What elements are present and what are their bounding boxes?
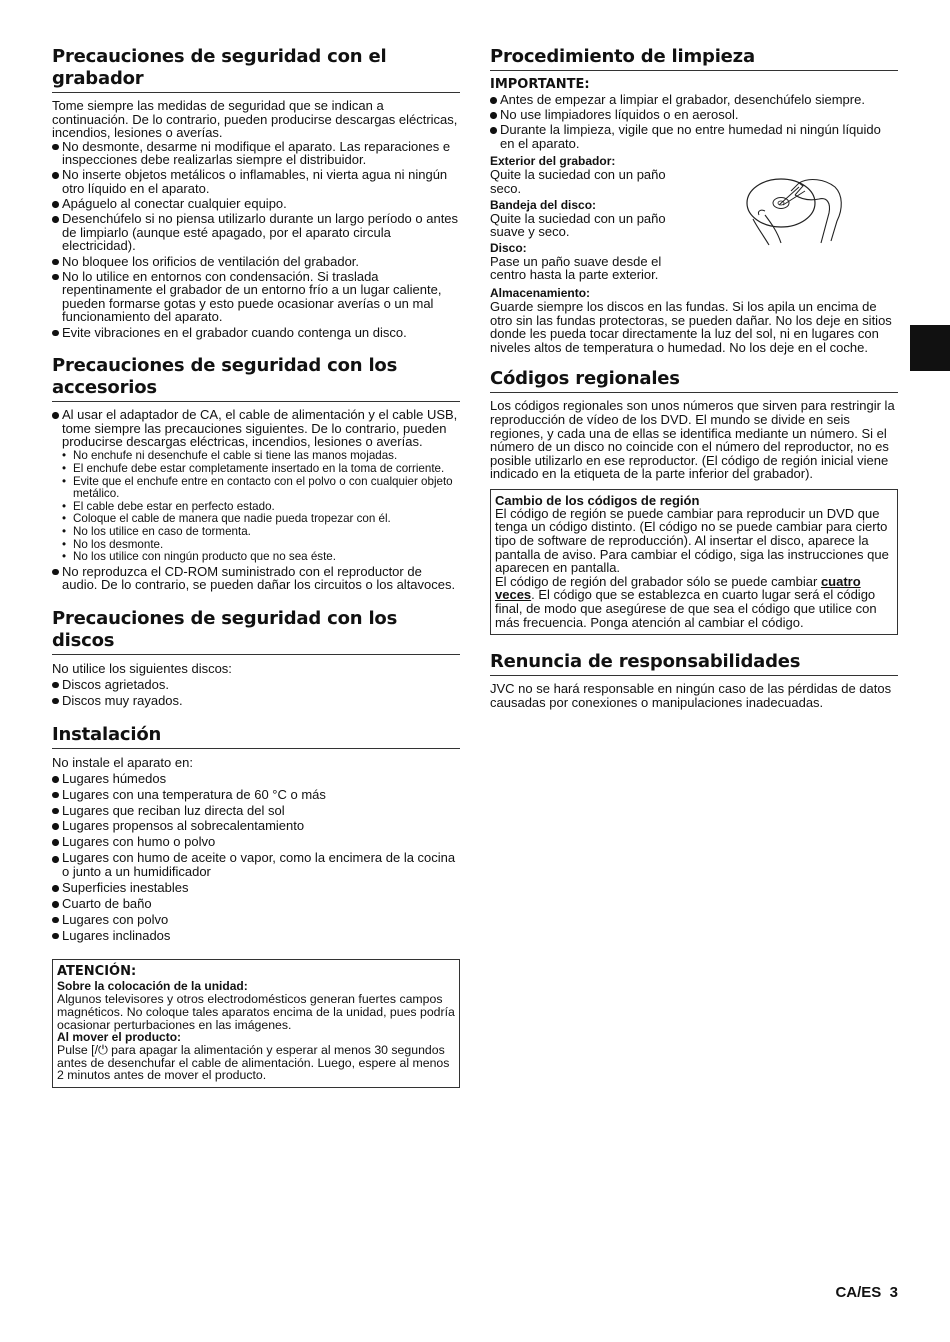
section-title: Procedimiento de limpieza (490, 46, 898, 71)
list-item: No use limpiadores líquidos o en aerosol. (490, 108, 898, 122)
bullet-list (490, 93, 898, 150)
list-item: Lugares con humo o polvo (52, 834, 460, 850)
list-item: Discos muy rayados. (52, 693, 460, 709)
list-item: No bloquee los orificios de ventilación del grabador. (52, 255, 460, 269)
section-title: Precauciones de seguridad con el grabador (52, 46, 460, 93)
section-recorder-safety (52, 46, 460, 339)
list-item: Lugares que reciban luz directa del sol (52, 803, 460, 819)
disc-cleaning-icon (739, 169, 849, 249)
left-column (52, 46, 460, 1088)
section-title: Precauciones de seguridad con los accesorios (52, 355, 460, 402)
sub-item: • El enchufe debe estar completamente insertado en la toma de corriente. (62, 463, 460, 476)
section-installation (52, 724, 460, 943)
sub-list (52, 450, 460, 563)
attention-label-moving: Al mover el producto: (57, 1030, 182, 1045)
disclaimer-text: JVC no se hará responsable en ningún caso de las pérdidas de datos causadas por conexiones o manipulaciones inadecuadas. (490, 681, 892, 710)
list-item: Desenchúfelo si no piensa utilizarlo durante un largo período o antes de limpiarlo (aunque esté apagado, por el aparato circula electricidad). (52, 212, 460, 253)
regions-text: Los códigos regionales son unos números que sirven para restringir la reproducción de vídeo de los DVD. El mundo se divide en seis regiones, y cada una de ellas se identifica mediante un número. Si el número de un disco no coincide con el número del reproductor, no es posible utilizarlo en ese reproductor. (El código de región inicial viene indicado en la etiqueta de la parte inferior del grabador). (490, 398, 895, 482)
right-column (490, 46, 898, 725)
attention-text-placement: Algunos televisores y otros electrodomésticos generan fuertes campos magnéticos. No coloque tales aparatos encima de la unidad, pues podría ocasionar perturbaciones en las imágenes. (57, 992, 455, 1032)
exterior-text: Quite la suciedad con un paño seco. (490, 167, 666, 196)
list-item: Superficies inestables (52, 880, 460, 896)
list-item: Durante la limpieza, vigile que no entre humedad ni ningún líquido en el aparato. (490, 123, 898, 150)
list-item: Lugares inclinados (52, 928, 460, 944)
cleaning-text (490, 155, 690, 282)
section-region-codes (490, 368, 898, 635)
sub-item: • Evite que el enchufe entre en contacto con el polvo o con cualquier objeto metálico. (62, 476, 460, 501)
list-item: Antes de empezar a limpiar el grabador, desenchúfelo siempre. (490, 93, 898, 107)
region-change-box (490, 489, 898, 635)
section-disclaimer (490, 651, 898, 709)
section-title: Códigos regionales (490, 368, 898, 393)
list-item: Lugares con polvo (52, 912, 460, 928)
disc-label: Disco: (490, 240, 527, 255)
language-thumb-tab (910, 325, 950, 371)
sub-item: • No los desmonte. (62, 539, 460, 552)
attention-label-placement: Sobre la colocación de la unidad: (57, 979, 248, 994)
box-text-limit (495, 575, 893, 629)
item-text: Al usar el adaptador de CA, el cable de alimentación y el cable USB, tome siempre las precauciones siguientes. De lo contrario, pueden producirse descargas eléctricas, incendios, lesiones o averías. (62, 407, 458, 450)
bullet-list (52, 140, 460, 339)
list-item: Evite vibraciones en el grabador cuando contenga un disco. (52, 326, 460, 340)
intro-text: Tome siempre las medidas de seguridad que se indican a continuación. De lo contrario, pueden producirse descargas eléctricas, incendios, lesiones o averías. (52, 98, 458, 141)
list-item: No lo utilice en entornos con condensación. Si traslada repentinamente el grabador de un entorno frío a un lugar caliente, pueden formarse gotas y esto puede ocasionar averías o un mal funcionamiento del aparato. (52, 270, 460, 324)
important-label: IMPORTANTE: (490, 77, 590, 92)
list-item: Lugares con una temperatura de 60 °C o más (52, 787, 460, 803)
tray-label: Bandeja del disco: (490, 197, 597, 212)
section-disc-safety (52, 608, 460, 708)
section-title: Renuncia de responsabilidades (490, 651, 898, 676)
page-number: CA/ES 3 (835, 1284, 898, 1301)
box-text-limit-a: El código de región del grabador sólo se puede cambiar (495, 573, 821, 589)
storage-label: Almacenamiento: (490, 285, 591, 300)
attention-title: ATENCIÓN: (57, 964, 137, 980)
list-item: No desmonte, desarme ni modifique el aparato. Las reparaciones e inspecciones debe realizarlas siempre el distribuidor. (52, 140, 460, 167)
tray-text: Quite la suciedad con un paño suave y seco. (490, 210, 666, 240)
bullet-list (52, 565, 460, 592)
attention-box (52, 959, 460, 1088)
list-item: Lugares húmedos (52, 771, 460, 787)
disc-text: Pase un paño suave desde el centro hasta la parte exterior. (490, 253, 662, 283)
section-title: Precauciones de seguridad con los discos (52, 608, 460, 655)
attention-text-moving: Pulse [/⏻ para apagar la alimentación y esperar al menos 30 segundos antes de desenchufar el cable de alimentación. Luego, espere al menos 2 minutos antes de mover el producto. (57, 1043, 450, 1083)
intro-text: No instale el aparato en: (52, 755, 193, 771)
cleaning-details (490, 155, 898, 282)
sub-item: • No enchufe ni desenchufe el cable si tiene las manos mojadas. (62, 450, 460, 463)
sub-item: • No los utilice en caso de tormenta. (62, 526, 460, 539)
list-item: Cuarto de baño (52, 896, 460, 912)
list-item (52, 408, 460, 449)
box-text: El código de región se puede cambiar para reproducir un DVD que tenga un código distinto. (El código no se puede cambiar para cierto tipo de software de reproducción). Al insertar el disco, aparece la pantalla de aviso. Para cambiar el código, siga las instrucciones que aparecen en pantalla. (495, 505, 889, 576)
exterior-label: Exterior del grabador: (490, 154, 616, 169)
sub-item: • Coloque el cable de manera que nadie pueda tropezar con él. (62, 513, 460, 526)
list-item: No inserte objetos metálicos o inflamables, ni vierta agua ni ningún otro líquido en el aparato. (52, 168, 460, 195)
list-item: Lugares con humo de aceite o vapor, como la encimera de la cocina o junto a un humidificador (52, 851, 460, 878)
section-cleaning (490, 46, 898, 354)
section-accessories-safety (52, 355, 460, 592)
sub-item: • No los utilice con ningún producto que no sea éste. (62, 551, 460, 564)
section-title: Instalación (52, 724, 460, 749)
four-times-emphasis: cuatro veces (495, 573, 861, 603)
storage-text: Guarde siempre los discos en las fundas. Si los apila un encima de otro sin las fundas protectoras, se pueden dañar. No los deje en sitios donde les pueda tocar directamente la luz del sol, ni en lugares con niveles altos de temperatura o humedad. No los deje en el coche. (490, 298, 892, 355)
bullet-list (52, 677, 460, 709)
disc-cleaning-illustration (690, 155, 898, 282)
bullet-list (52, 408, 460, 449)
list-item: Discos agrietados. (52, 677, 460, 693)
list-item: Apáguelo al conectar cualquier equipo. (52, 197, 460, 211)
intro-text: No utilice los siguientes discos: (52, 660, 232, 676)
list-item: No reproduzca el CD-ROM suministrado con el reproductor de audio. De lo contrario, se pueden dañar los circuitos o los altavoces. (52, 565, 460, 592)
sub-item: • El cable debe estar en perfecto estado. (62, 501, 460, 514)
box-text-limit-b: . El código que se establezca en cuarto lugar será el código final, de modo que asegúrese de que sea el código que utilice con más frecuencia. Ponga atención al cambiar el código. (495, 587, 877, 630)
box-title: Cambio de los códigos de región (495, 492, 700, 508)
list-item: Lugares propensos al sobrecalentamiento (52, 818, 460, 834)
bullet-list (52, 771, 460, 943)
